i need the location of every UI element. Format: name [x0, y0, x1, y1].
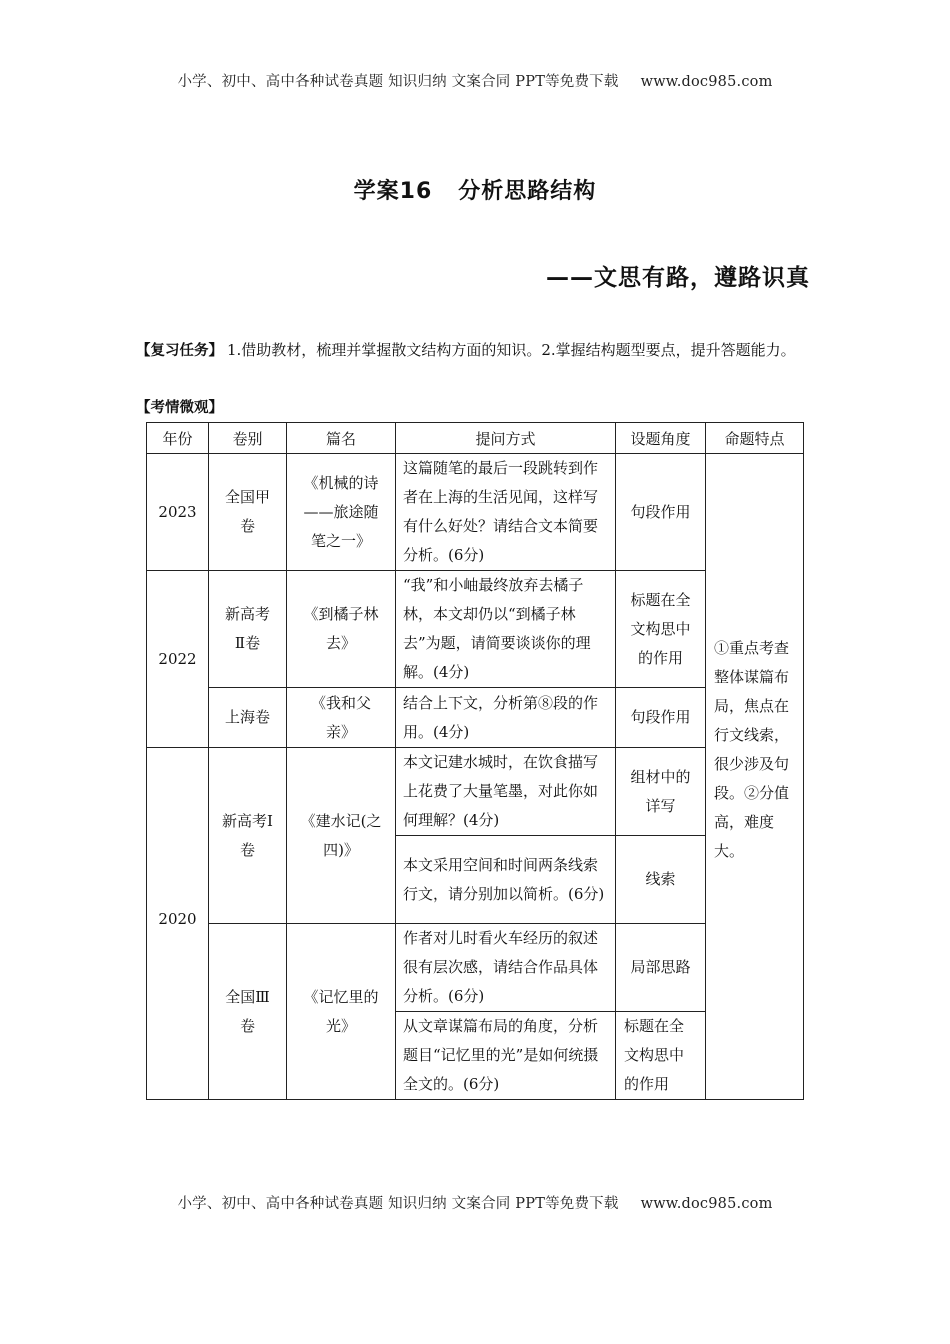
angle-cell: 句段作用: [616, 688, 706, 748]
header-cell: 提问方式: [396, 423, 616, 454]
angle-cell: 线索: [616, 836, 706, 924]
title-cell: 《到橘子林去》: [287, 571, 396, 688]
page-footer: [0, 1192, 950, 1213]
year-cell: 2020: [147, 748, 209, 1100]
table-row: [147, 454, 804, 571]
paper-cell: 全国Ⅲ卷: [209, 924, 287, 1100]
question-cell: 这篇随笔的最后一段跳转到作者在上海的生活见闻，这样写有什么好处？请结合文本简要分析。(6分): [396, 454, 616, 571]
angle-cell: 标题在全文构思中的作用: [616, 571, 706, 688]
title-cell: 《我和父亲》: [287, 688, 396, 748]
angle-cell: 组材中的详写: [616, 748, 706, 836]
paper-cell: 全国甲卷: [209, 454, 287, 571]
paper-cell: 新高考Ⅱ卷: [209, 571, 287, 688]
title-cell: 《记忆里的光》: [287, 924, 396, 1100]
question-cell: 本文记建水城时，在饮食描写上花费了大量笔墨，对此你如何理解？(4分): [396, 748, 616, 836]
review-task-tag: 【复习任务】: [136, 343, 223, 359]
page-title: [0, 174, 950, 205]
exam-section-tag: 【考情微观】: [136, 400, 223, 416]
title-prefix: 学案16: [353, 179, 433, 204]
year-cell: 2022: [147, 571, 209, 748]
question-cell: “我”和小岫最终放弃去橘子林，本文却仍以“到橘子林去”为题，请简要谈谈你的理解。(4分): [396, 571, 616, 688]
angle-cell: 句段作用: [616, 454, 706, 571]
question-cell: 作者对儿时看火车经历的叙述很有层次感，请结合作品具体分析。(6分): [396, 924, 616, 1012]
title-cell: 《机械的诗——旅途随笔之一》: [287, 454, 396, 571]
angle-cell: 标题在全文构思中的作用: [616, 1012, 706, 1100]
footer-text: 小学、初中、高中各种试卷真题 知识归纳 文案合同 PPT等免费下载: [177, 1196, 619, 1212]
review-task-text: 1.借助教材，梳理并掌握散文结构方面的知识。2.掌握结构题型要点，提升答题能力。: [227, 341, 796, 359]
footer-url: www.doc985.com: [640, 1196, 773, 1212]
question-cell: 本文采用空间和时间两条线索行文，请分别加以简析。(6分): [396, 836, 616, 924]
page-header: [0, 70, 950, 91]
table-row: [147, 748, 804, 836]
review-task: [136, 336, 816, 366]
table-row: [147, 688, 804, 748]
header-text: 小学、初中、高中各种试卷真题 知识归纳 文案合同 PPT等免费下载: [177, 74, 619, 90]
exam-table: [146, 422, 804, 1100]
paper-cell: 新高考Ⅰ卷: [209, 748, 287, 924]
title-main: 分析思路结构: [458, 179, 597, 204]
header-cell: 命题特点: [706, 423, 804, 454]
question-cell: 从文章谋篇布局的角度，分析题目“记忆里的光”是如何统摄全文的。(6分): [396, 1012, 616, 1100]
page-subtitle: ——文思有路，遵路识真: [546, 265, 810, 291]
features-text: ①重点考查整体谋篇布局，焦点在行文线索，很少涉及句段。②分值高，难度大。: [714, 639, 790, 860]
header-cell: 设题角度: [616, 423, 706, 454]
features-cell: [706, 454, 804, 1100]
header-cell: 篇名: [287, 423, 396, 454]
table-row: [147, 924, 804, 1012]
table-row: [147, 571, 804, 688]
header-cell: 卷别: [209, 423, 287, 454]
angle-cell: 局部思路: [616, 924, 706, 1012]
year-cell: 2023: [147, 454, 209, 571]
header-cell: 年份: [147, 423, 209, 454]
title-cell: 《建水记(之四)》: [287, 748, 396, 924]
table-header-row: [147, 423, 804, 454]
question-cell: 结合上下文，分析第⑧段的作用。(4分): [396, 688, 616, 748]
header-url: www.doc985.com: [640, 74, 773, 90]
paper-cell: 上海卷: [209, 688, 287, 748]
